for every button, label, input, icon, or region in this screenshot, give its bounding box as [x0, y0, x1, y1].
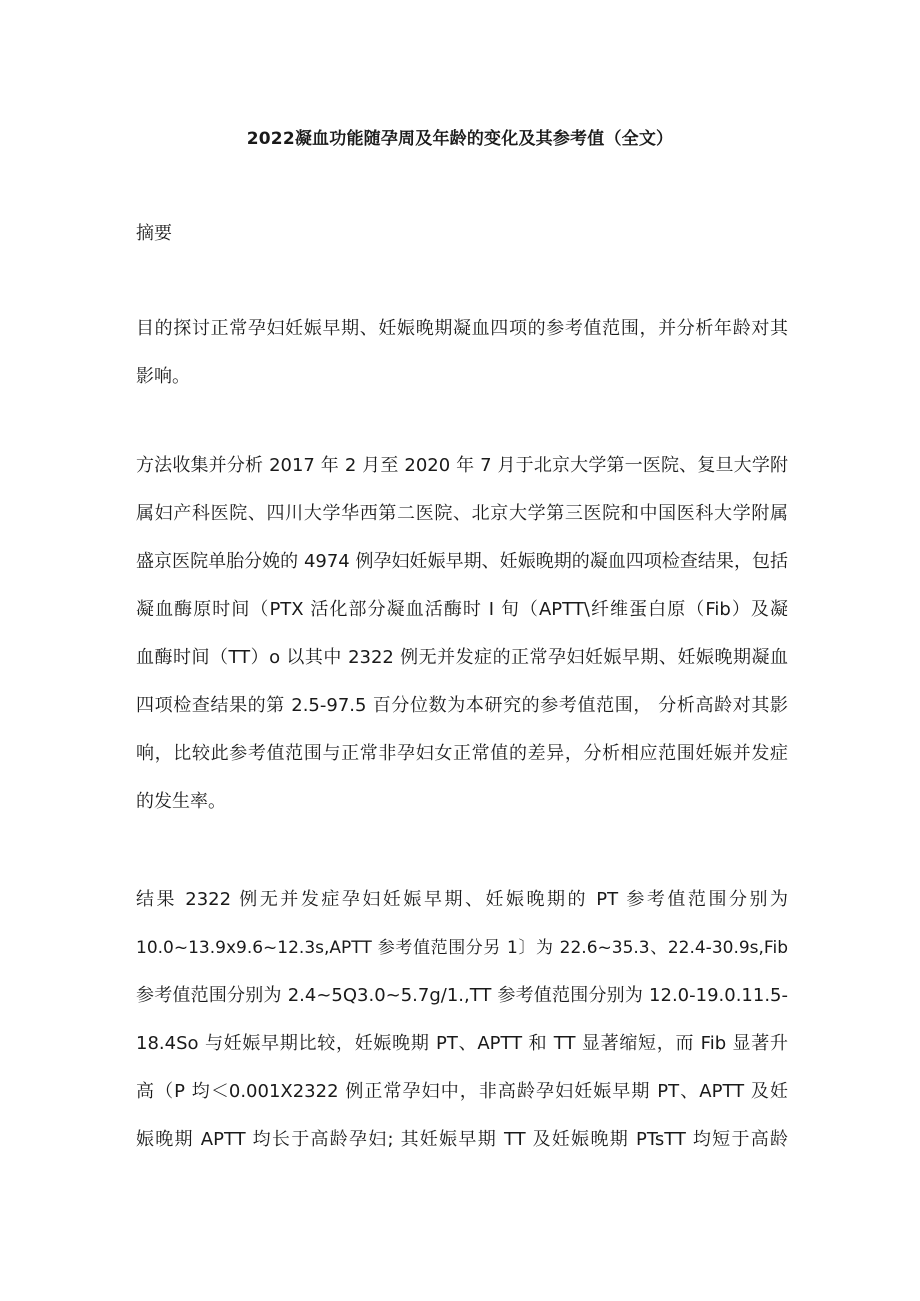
abstract-heading: 摘要: [136, 223, 172, 244]
results-line: 娠晚期 APTT 均长于高龄孕妇; 其妊娠早期 TT 及妊娠晚期 PTsTT 均短于高龄: [136, 1129, 788, 1150]
methods-line: 四项检查结果的第 2.5-97.5 百分位数为本研究的参考值范围， 分析高龄对其影: [136, 695, 788, 716]
methods-line: 方法收集并分析 2017 年 2 月至 2020 年 7 月于北京大学第一医院、复旦大学附: [136, 455, 788, 476]
results-line: 结果 2322 例无并发症孕妇妊娠早期、妊娠晚期的 PT 参考值范围分别为: [136, 889, 788, 910]
methods-line: 的发生率。: [136, 791, 226, 812]
methods-paragraph: [136, 442, 788, 826]
objective-line: 目的探讨正常孕妇妊娠早期、妊娠晚期凝血四项的参考值范围，并分析年龄对其: [136, 318, 788, 339]
results-line: 参考值范围分别为 2.4~5Q3.0~5.7g/1.,TT 参考值范围分别为 12.0-19.0.11.5-: [136, 985, 788, 1006]
objective-paragraph: [136, 305, 788, 401]
document-title: 2022凝血功能随孕周及年龄的变化及其参考值（全文）: [246, 129, 674, 149]
objective-line: 影响。: [136, 366, 190, 387]
results-paragraph: [136, 876, 788, 1164]
methods-line: 属妇产科医院、四川大学华西第二医院、北京大学第三医院和中国医科大学附属: [136, 503, 788, 524]
methods-line: 响，比较此参考值范围与正常非孕妇女正常值的差异，分析相应范围妊娠并发症: [136, 743, 788, 764]
results-line: 高（P 均＜0.001X2322 例正常孕妇中，非高龄孕妇妊娠早期 PT、APTT 及妊: [136, 1081, 788, 1102]
methods-line: 凝血酶原时间（PTX 活化部分凝血活酶时 I 旬（APTT\纤维蛋白原（Fib）及凝: [136, 599, 788, 620]
results-line: 18.4So 与妊娠早期比较，妊娠晚期 PT、APTT 和 TT 显著缩短，而 Fib 显著升: [136, 1033, 788, 1054]
methods-line: 血酶时间（TT）o 以其中 2322 例无并发症的正常孕妇妊娠早期、妊娠晚期凝血: [136, 647, 788, 668]
results-line: 10.0~13.9x9.6~12.3s,APTT 参考值范围分另 1〕为 22.6~35.3、22.4-30.9s,Fib: [136, 938, 788, 958]
methods-line: 盛京医院单胎分娩的 4974 例孕妇妊娠早期、妊娠晚期的凝血四项检查结果，包括: [136, 551, 788, 572]
